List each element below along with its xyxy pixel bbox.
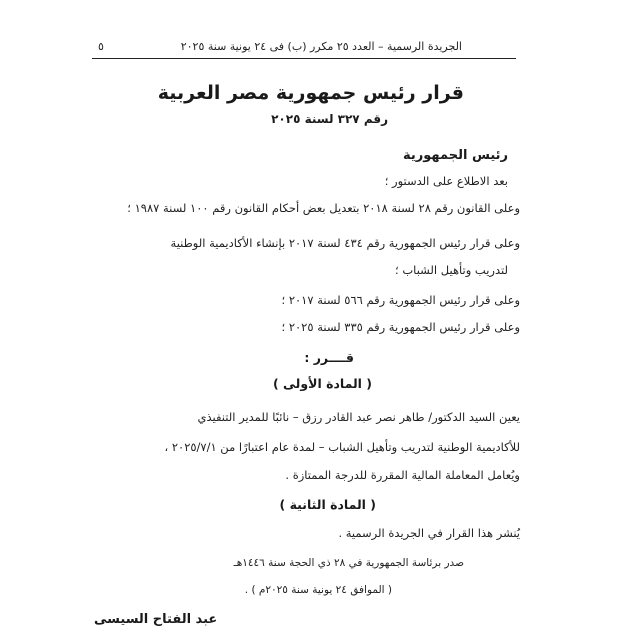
- article-text-line: يُنشر هذا القرار في الجريدة الرسمية .: [338, 526, 520, 540]
- article-text-line: للأكاديمية الوطنية لتدريب وتأهيل الشباب – لمدة عام اعتبارًا من ٢٠٢٥/٧/١ ،: [164, 440, 520, 454]
- article-heading: ( المادة الثانية ): [279, 497, 376, 512]
- recital-line: لتدريب وتأهيل الشباب ؛: [395, 263, 508, 277]
- recital-line: بعد الاطلاع على الدستور ؛: [384, 174, 508, 188]
- article-heading: ( المادة الأولى ): [272, 376, 372, 391]
- header-divider: [92, 58, 516, 59]
- recital-line: وعلى القانون رقم ٢٨ لسنة ٢٠١٨ بتعديل بعض أحكام القانون رقم ١٠٠ لسنة ١٩٨٧ ؛: [127, 201, 520, 215]
- decided-label: قــــرر :: [304, 350, 354, 365]
- issuance-line: صدر برئاسة الجمهورية في ٢٨ ذي الحجة سنة ١٤٤٦هـ: [233, 557, 464, 569]
- article-text-line: يعين السيد الدكتور/ طاهر نصر عبد القادر رزق – نائبًا للمدير التنفيذي: [197, 410, 520, 424]
- corresponding-date: ( الموافق ٢٤ يونية سنة ٢٠٢٥م ) .: [244, 584, 392, 596]
- recital-line: وعلى قرار رئيس الجمهورية رقم ٣٣٥ لسنة ٢٠٢٥ ؛: [281, 320, 520, 334]
- decree-number: رقم ٣٢٧ لسنة ٢٠٢٥: [271, 112, 388, 126]
- recital-line: وعلى قرار رئيس الجمهورية رقم ٥٦٦ لسنة ٢٠١٧ ؛: [281, 293, 520, 307]
- recital-line: وعلى قرار رئيس الجمهورية رقم ٤٣٤ لسنة ٢٠١٧ بإنشاء الأكاديمية الوطنية: [170, 236, 520, 250]
- page-number: ٥: [98, 40, 104, 53]
- running-header: الجريدة الرسمية – العدد ٢٥ مكرر (ب) فى ٢٤ يونية سنة ٢٠٢٥: [180, 40, 462, 53]
- article-text-line: ويُعامل المعاملة المالية المقررة للدرجة الممتازة .: [285, 468, 520, 482]
- decree-title: قرار رئيس جمهورية مصر العربية: [157, 82, 464, 104]
- signature-name: عبد الفتاح السيسى: [94, 612, 218, 627]
- issuer-heading: رئيس الجمهورية: [403, 148, 508, 163]
